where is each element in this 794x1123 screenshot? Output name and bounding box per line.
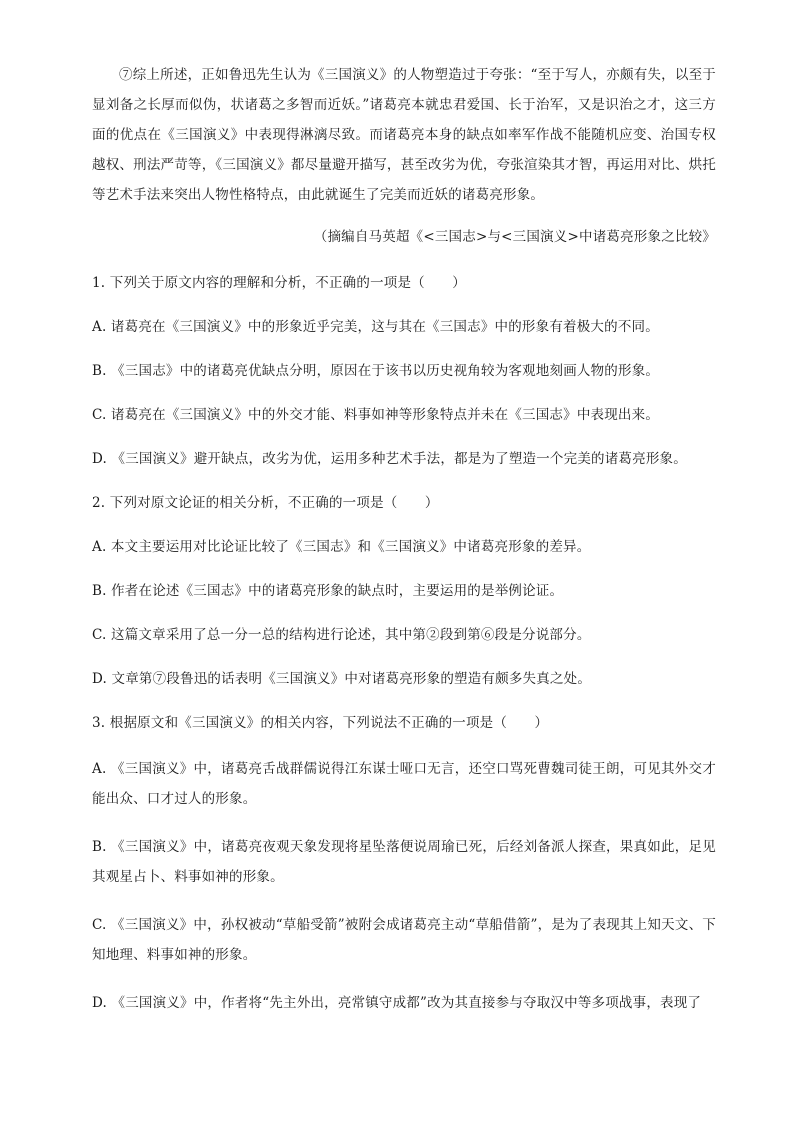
option-c: C. 《三国演义》中，孙权被动“草船受箭”被附会成诸葛亮主动“草船借箭”，是为了表现其上知天文、下知地理、料事如神的形象。: [92, 917, 716, 963]
option-a: A. 诸葛亮在《三国演义》中的形象近乎完美，这与其在《三国志》中的形象有着极大的不同。: [92, 319, 659, 335]
option-b: B. 《三国演义》中，诸葛亮夜观天象发现将星坠落便说周瑜已死，后经刘备派人探查，果真如此，足见其观星占卜、料事如神的形象。: [92, 839, 716, 885]
paragraph-7: ⑦综上所述，正如鲁迅先生认为《三国演义》的人物塑造过于夸张：“至于写人，亦颇有失，以至于显刘备之长厚而似伪，状诸葛之多智而近妖。”诸葛亮本就忠君爱国、长于治军，又是识治之才，这三方面的优点在《三国演义》中表现得淋漓尽致。而诸葛亮本身的缺点如率军作战不能随机应变、治国专权越权、刑法严苛等，《三国演义》都尽量避开描写，甚至改劣为优，夸张渲染其才智，再运用对比、烘托等艺术手法来突出人物性格特点，由此就诞生了完美而近妖的诸葛亮形象。: [92, 67, 716, 203]
option-d: D. 《三国演义》中，作者将“先主外出，亮常镇守成都”改为其直接参与夺取汉中等多项战事，表现了: [92, 995, 702, 1011]
option-c: C. 诸葛亮在《三国演义》中的外交才能、料事如神等形象特点并未在《三国志》中表现出来。: [92, 407, 660, 423]
document-page: [92, 60, 716, 1018]
question-1: [92, 270, 716, 472]
option-d: D. 《三国演义》避开缺点，改劣为优，运用多种艺术手法，都是为了塑造一个完美的诸葛亮形象。: [92, 451, 687, 467]
option-c: C. 这篇文章采用了总一分一总的结构进行论述，其中第②段到第⑥段是分说部分。: [92, 627, 591, 643]
question-3: [92, 710, 716, 1018]
option-a: A. 本文主要运用对比论证比较了《三国志》和《三国演义》中诸葛亮形象的差异。: [92, 539, 591, 555]
option-b: B. 作者在论述《三国志》中的诸葛亮形象的缺点时，主要运用的是举例论证。: [92, 583, 564, 599]
option-b: B. 《三国志》中的诸葛亮优缺点分明，原因在于该书以历史视角较为客观地刻画人物的形象。: [92, 363, 660, 379]
option-a: A. 《三国演义》中，诸葛亮舌战群儒说得江东谋士哑口无言，还空口骂死曹魏司徒王朗，可见其外交才能出众、口才过人的形象。: [92, 761, 716, 807]
question-2: [92, 490, 716, 692]
question-stem: 1. 下列关于原文内容的理解和分析，不正确的一项是（ ）: [92, 275, 466, 291]
question-stem: 3. 根据原文和《三国演义》的相关内容，下列说法不正确的一项是（ ）: [92, 715, 549, 731]
source-citation: （摘编自马英超《<三国志>与<三国演义>中诸葛亮形象之比较》: [313, 229, 716, 245]
question-stem: 2. 下列对原文论证的相关分析，不正确的一项是（ ）: [92, 495, 439, 511]
option-d: D. 文章第⑦段鲁迅的话表明《三国演义》中对诸葛亮形象的塑造有颇多失真之处。: [92, 671, 592, 687]
